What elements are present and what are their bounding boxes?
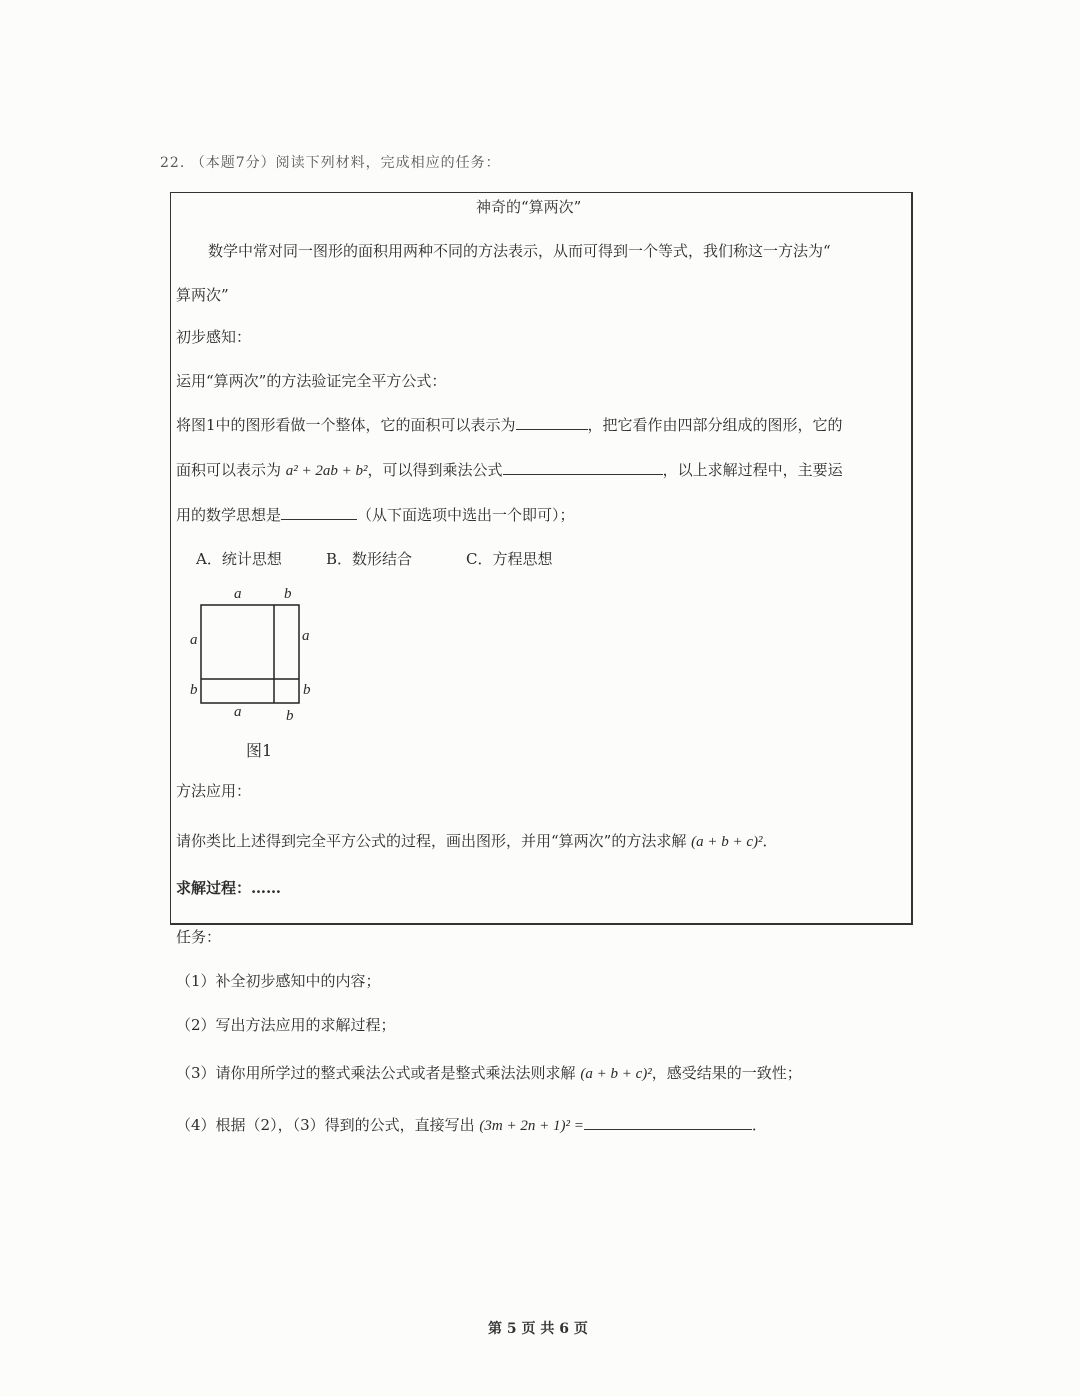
section2-line-1a: 请你类比上述得到完全平方公式的过程，画出图形，并用“算两次”的方法求解 xyxy=(176,832,687,850)
answer-blank-area[interactable] xyxy=(516,429,588,430)
tasks-title: 任务： xyxy=(176,928,222,946)
section2-line-1b: ． xyxy=(762,832,778,850)
area-formula: a² + 2ab + b² xyxy=(285,463,368,479)
figure-1-diagram xyxy=(180,580,330,730)
question-number: 22. xyxy=(160,155,186,171)
section1-line-3b: ，可以得到乘法公式 xyxy=(367,461,503,479)
material-title: 神奇的“算两次” xyxy=(476,198,582,216)
task-1: （1）补全初步感知中的内容； xyxy=(176,972,381,990)
section2-line-1 xyxy=(176,830,778,851)
option-c: C．方程思想 xyxy=(466,550,553,568)
section1-title: 初步感知： xyxy=(176,328,252,346)
fig-label-left-a: a xyxy=(190,632,198,648)
section1-line-1: 运用“算两次”的方法验证完全平方公式： xyxy=(176,372,447,390)
task-4a: （4）根据（2），（3）得到的公式，直接写出 xyxy=(176,1116,475,1134)
figure-caption: 图1 xyxy=(246,741,273,760)
fig-label-right-b: b xyxy=(303,682,311,698)
task-3 xyxy=(176,1062,802,1083)
fig-label-bottom-b: b xyxy=(286,708,294,724)
fig-label-right-a: a xyxy=(302,628,310,644)
outer-square xyxy=(201,605,299,703)
fig-label-top-b: b xyxy=(284,586,292,602)
fig-label-bottom-a: a xyxy=(234,704,242,720)
page-footer: 第 5 页 共 6 页 xyxy=(488,1321,588,1337)
section1-line-2a: 将图1中的图形看做一个整体，它的面积可以表示为 xyxy=(176,416,516,434)
square-of-sum-formula: (a + b + c)² xyxy=(691,834,763,850)
fig-label-left-b: b xyxy=(190,682,198,698)
question-header xyxy=(160,152,501,172)
task-2: （2）写出方法应用的求解过程； xyxy=(176,1016,396,1034)
task-3b: ，感受结果的一致性； xyxy=(651,1064,802,1082)
task-4b: ． xyxy=(751,1116,767,1134)
intro-line-1: 数学中常对同一图形的面积用两种不同的方法表示，从而可得到一个等式，我们称这一方法为“ xyxy=(208,242,831,260)
option-a: A．统计思想 xyxy=(196,550,282,568)
section1-line-4 xyxy=(176,504,575,525)
section1-line-3 xyxy=(176,459,843,480)
section1-line-3a: 面积可以表示为 xyxy=(176,461,282,479)
task-3a: （3）请你用所学过的整式乘法公式或者是整式乘法法则求解 xyxy=(176,1064,576,1082)
section1-line-3c: ，以上求解过程中，主要运 xyxy=(662,461,843,479)
task-3-formula: (a + b + c)² xyxy=(580,1066,652,1082)
section1-line-4a: 用的数学思想是 xyxy=(176,506,282,524)
task-4-formula: (3m + 2n + 1)² = xyxy=(479,1118,584,1134)
answer-blank-task-4[interactable] xyxy=(584,1129,752,1130)
solution-label: 求解过程：…… xyxy=(176,879,282,897)
section2-title: 方法应用： xyxy=(176,782,252,800)
task-4 xyxy=(176,1114,767,1135)
section1-line-4b: （从下面选项中选出一个即可）； xyxy=(357,506,575,524)
option-b: B．数形结合 xyxy=(326,550,413,568)
answer-blank-thought[interactable] xyxy=(281,519,357,520)
section1-line-2 xyxy=(176,414,843,435)
answer-blank-formula[interactable] xyxy=(503,474,663,475)
fig-label-top-a: a xyxy=(234,586,242,602)
question-instruction: （本题7分）阅读下列材料，完成相应的任务： xyxy=(190,155,501,171)
intro-line-2: 算两次” xyxy=(176,286,229,304)
section1-line-2b: ，把它看作由四部分组成的图形，它的 xyxy=(587,416,843,434)
